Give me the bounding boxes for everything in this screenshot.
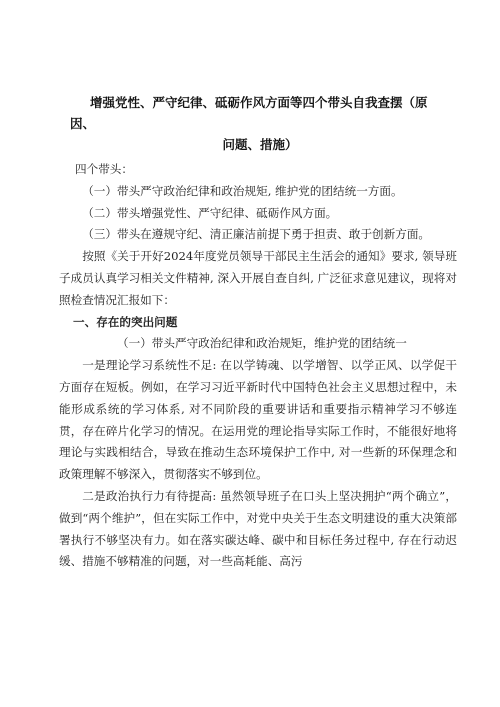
paragraph-four-leads: 四个带头： <box>75 162 133 176</box>
title-line-2: 问题、措施） <box>222 137 298 152</box>
paragraph-point-2: 二是政治执行力有待提高: 虽然领导班子在口头上坚决拥护“两个确立”，做到“两个维护”，但在实际工作中，对党中央关于生态文明建设的重大决策部署执行不够坚决有力。如在落实碳达峰、碳中和目标任务过程中, 存在行动迟缓、措施不够精准的问题，对一些高耗能、高污 <box>59 488 457 569</box>
subsection-heading: （一）带头严守政治纪律和政治规矩，维护党的团结统一 <box>117 336 407 351</box>
paragraph-point-1: 一是理论学习系统性不足: 在以学铸魂、以学增智、以学正风、以学促干方面存在短板。例如，在学习习近平新时代中国特色社会主义思想过程中，未能形成系统的学习体系, 对不同阶段的重要讲话和重要指示精神学习不够连贯，存在碎片化学习的情况。在运用党的理论指导实际工作时，不能很好地将理论与实践相结合，导致在推动生态环境保护工作中, 对一些新的环保理念和政策理解不够深入，贯彻落实不够到位。 <box>59 358 457 482</box>
paragraph-item-2: （二）带头增强党性、严守纪律、砥砺作风方面。 <box>82 205 338 220</box>
paragraph-intro: 按照《关于开好2024年度党员领导干部民主生活会的通知》要求, 领导班子成员认真学习相关文件精神, 深入开展自查自纠, 广泛征求意见建议，现将对照检查情况汇报如下： <box>59 249 457 307</box>
document-title <box>70 92 450 155</box>
title-line-1: 增强党性、严守纪律、砥砺作风方面等四个带头自我查摆（原因、 <box>70 95 428 131</box>
paragraph-item-1: （一）带头严守政治纪律和政治规矩, 维护党的团结统一方面。 <box>82 183 403 198</box>
document-body <box>59 159 457 573</box>
section-heading: 一、存在的突出问题 <box>73 314 178 329</box>
paragraph-item-3: （三）带头在遵规守纪、清正廉洁前提下勇于担责、敢于创新方面。 <box>82 227 431 242</box>
